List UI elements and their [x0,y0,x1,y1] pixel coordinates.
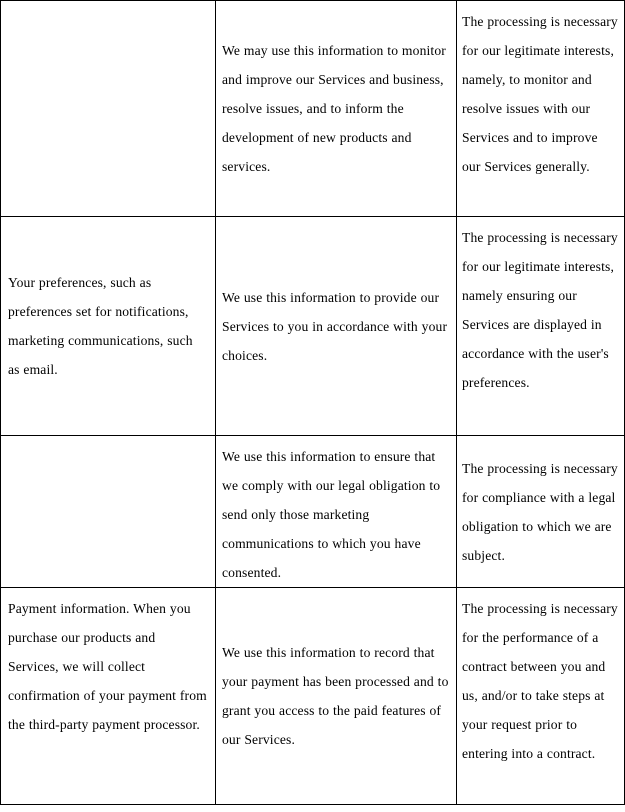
cell-legal-basis [457,1,625,217]
cell-data-type [1,436,216,588]
cell-data-type [1,1,216,217]
table-row [1,1,625,217]
cell-data-type-text: Payment information. When you purchase our products and Services, we will collect confirmation of your payment from the third-party payment processor. [8,601,207,732]
cell-data-type [1,588,216,805]
table-row [1,436,625,588]
cell-purpose-text: We use this information to ensure that we comply with our legal obligation to send only those marketing communications to which you have consented. [222,449,441,580]
cell-purpose-text: We use this information to record that your payment has been processed and to grant you access to the paid features of our Services. [222,645,449,747]
cell-purpose-text: We may use this information to monitor and improve our Services and business, resolve issues, and to inform the development of new products and services. [222,43,446,174]
cell-purpose-text: We use this information to provide our Services to you in accordance with your choices. [222,289,448,363]
table-row [1,588,625,805]
cell-legal-basis-text: The processing is necessary for our legitimate interests, namely, to monitor and resolve issues with our Services and to improve our Services generally. [462,14,618,174]
cell-purpose [216,588,457,805]
cell-legal-basis-text: The processing is necessary for compliance with a legal obligation to which we are subject. [462,460,618,563]
cell-data-type [1,217,216,436]
cell-purpose [216,436,457,588]
cell-purpose [216,217,457,436]
cell-purpose [216,1,457,217]
cell-data-type-text: Your preferences, such as preferences set for notifications, marketing communications, such as email. [8,275,193,377]
cell-legal-basis [457,217,625,436]
cell-legal-basis-text: The processing is necessary for our legitimate interests, namely ensuring our Services are displayed in accordance with the user's preferences. [462,230,618,390]
cell-legal-basis [457,588,625,805]
table-body [1,1,625,805]
cell-legal-basis [457,436,625,588]
cell-legal-basis-text: The processing is necessary for the performance of a contract between you and us, and/or to take steps at your request prior to entering into a contract. [462,601,618,761]
table-row [1,217,625,436]
